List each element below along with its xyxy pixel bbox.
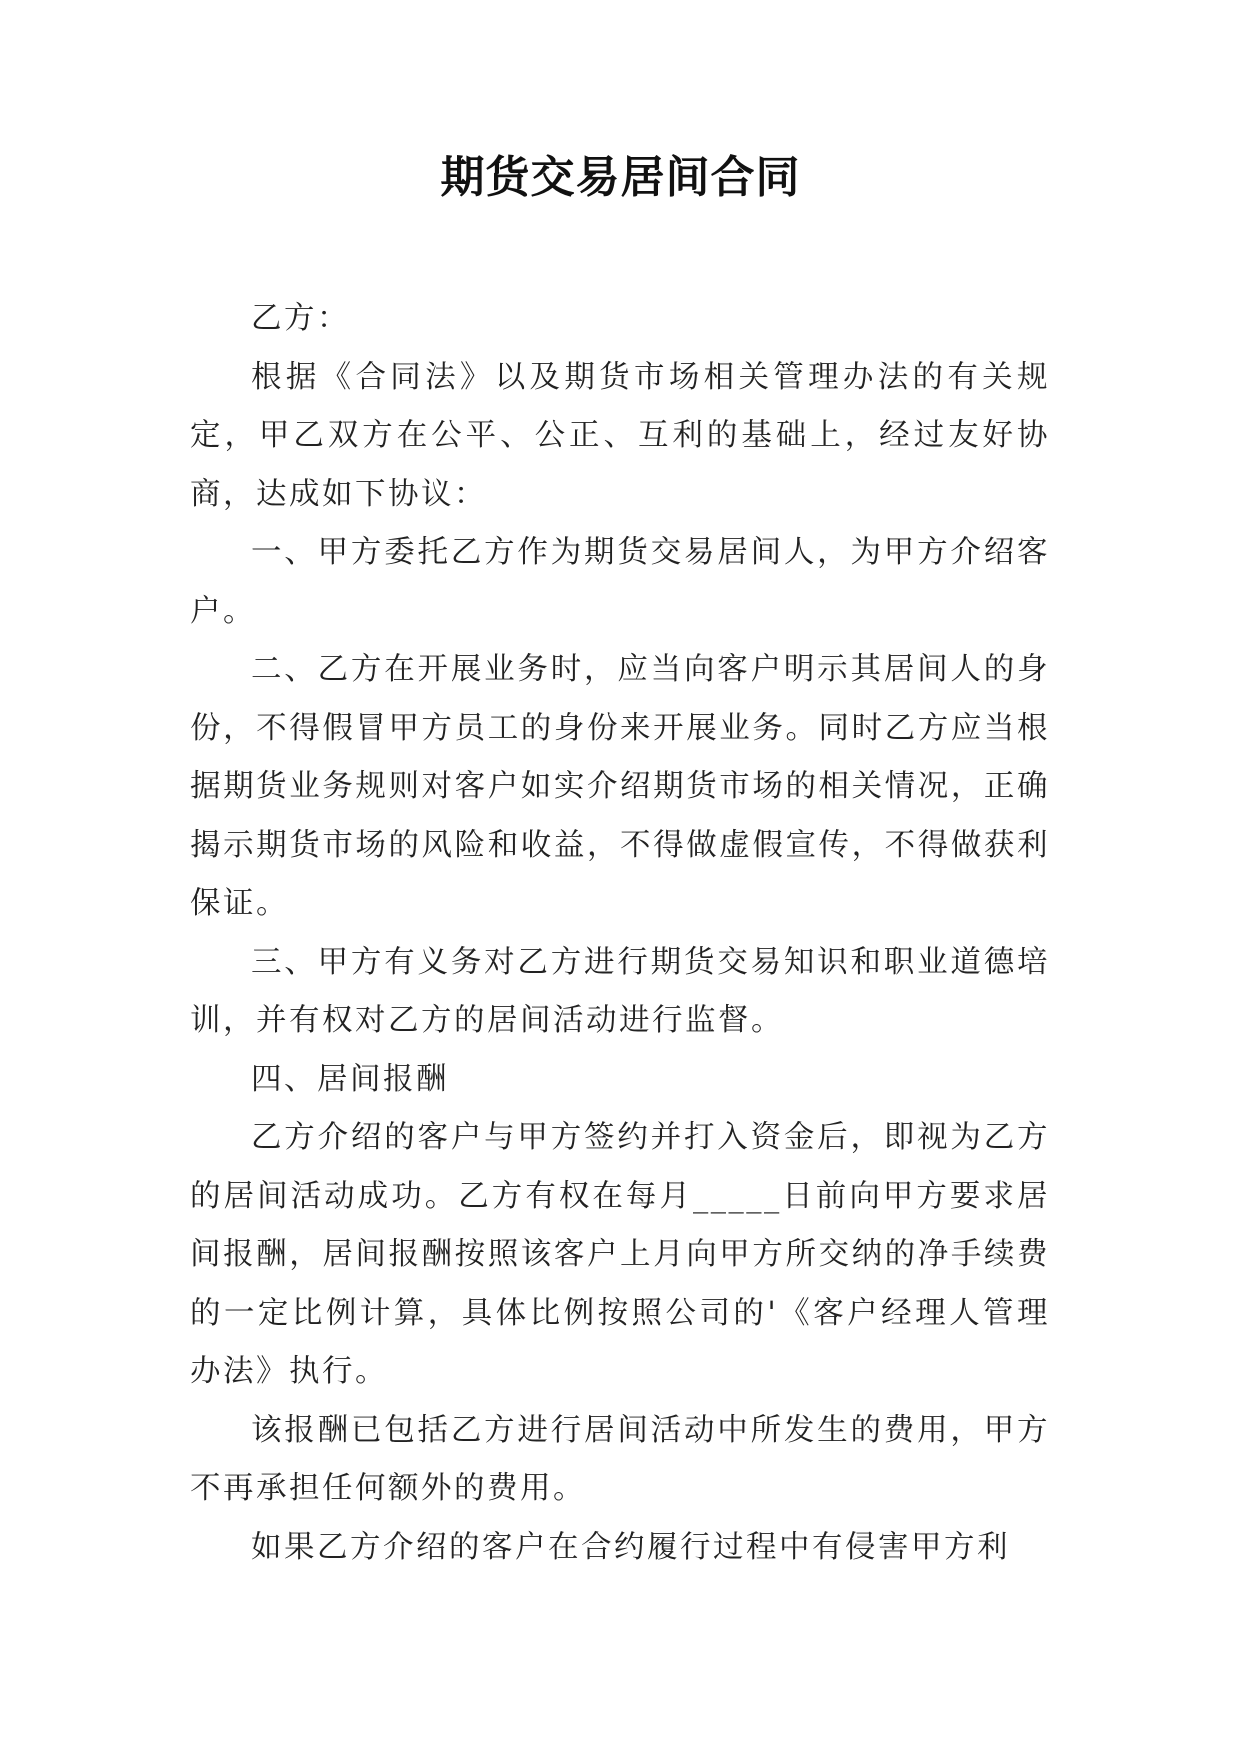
party-b-label: 乙方： bbox=[251, 301, 350, 336]
document-body bbox=[190, 290, 1050, 1577]
clause-2-paragraph: 二、乙方在开展业务时，应当向客户明示其居间人的身份，不得假冒甲方员工的身份来开展业务。同时乙方应当根据期货业务规则对客户如实介绍期货市场的相关情况，正确揭示期货市场的风险和收益，不得做虚假宣传，不得做获利保证。 bbox=[190, 652, 1050, 921]
clause-4-paragraph-2: 该报酬已包括乙方进行居间活动中所发生的费用，甲方不再承担任何额外的费用。 bbox=[190, 1412, 1050, 1506]
clause-3-paragraph: 三、甲方有义务对乙方进行期货交易知识和职业道德培训，并有权对乙方的居间活动进行监督。 bbox=[190, 944, 1050, 1038]
preamble-paragraph: 根据《合同法》以及期货市场相关管理办法的有关规定，甲乙双方在公平、公正、互利的基础上，经过友好协商，达成如下协议： bbox=[190, 359, 1050, 512]
clause-4-paragraph-1: 乙方介绍的客户与甲方签约并打入资金后，即视为乙方的居间活动成功。乙方有权在每月_____日前向甲方要求居间报酬，居间报酬按照该客户上月向甲方所交纳的净手续费的一定比例计算，具体比例按照公司的'《客户经理人管理办法》执行。 bbox=[190, 1120, 1050, 1389]
clause-1-paragraph: 一、甲方委托乙方作为期货交易居间人，为甲方介绍客户。 bbox=[190, 535, 1050, 629]
clause-4-heading: 四、居间报酬 bbox=[251, 1061, 449, 1097]
clause-4-paragraph-3: 如果乙方介绍的客户在合约履行过程中有侵害甲方利 bbox=[251, 1529, 1010, 1565]
document-title: 期货交易居间合同 bbox=[440, 152, 801, 203]
